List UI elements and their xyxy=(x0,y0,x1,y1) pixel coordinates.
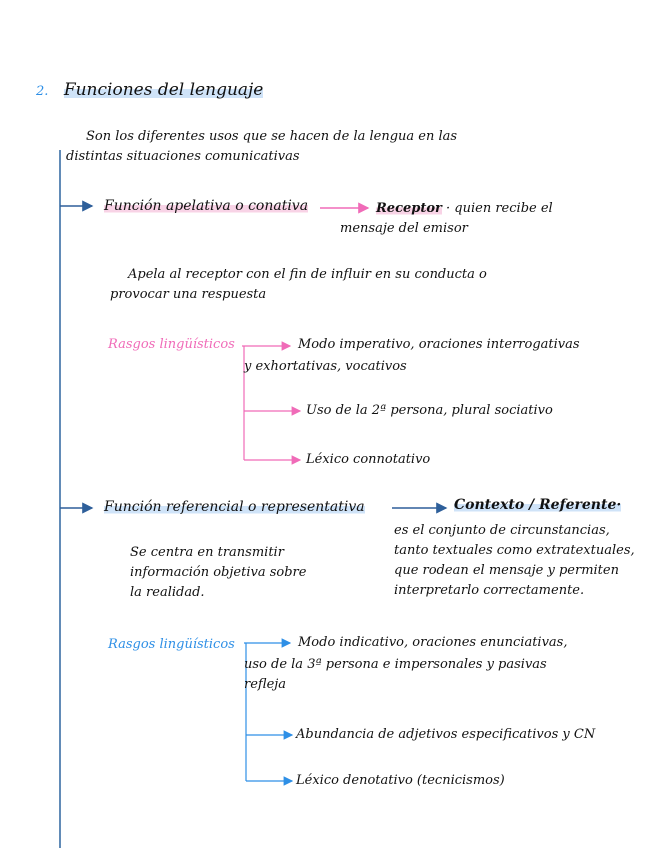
referencial-desc-1: Se centra en transmitir xyxy=(130,545,284,560)
contexto-desc-4: interpretarlo correctamente. xyxy=(394,583,585,598)
intro-line-2: distintas situaciones comunicativas xyxy=(66,149,300,164)
referencial-desc-2: información objetiva sobre xyxy=(130,565,307,580)
referencial-rasgo-1-line-3: refleja xyxy=(244,677,287,692)
referencial-rasgo-2: Abundancia de adjetivos especificativos y CN xyxy=(296,727,596,742)
apelativa-rasgo-1-line-2: y exhortativas, vocativos xyxy=(244,359,407,374)
referencial-rasgo-3: Léxico denotativo (tecnicismos) xyxy=(296,773,505,788)
referencial-desc-3: la realidad. xyxy=(130,585,205,600)
apelativa-heading-text: Función apelativa o conativa xyxy=(104,198,309,214)
section-number: 2. xyxy=(36,84,49,99)
intro-line-1: Son los diferentes usos que se hacen de la lengua en las xyxy=(86,129,458,144)
referencial-heading xyxy=(104,499,365,515)
receptor-label: Receptor xyxy=(376,201,442,216)
contexto-desc-2: tanto textuales como extratextuales, xyxy=(394,543,635,558)
contexto-desc-1: es el conjunto de circunstancias, xyxy=(394,523,610,538)
contexto-desc-3: que rodean el mensaje y permiten xyxy=(394,563,619,578)
contexto-label-text: Contexto / Referente· xyxy=(454,497,622,513)
referencial-heading-text: Función referencial o representativa xyxy=(104,499,365,515)
apelativa-heading xyxy=(104,198,308,214)
receptor-block xyxy=(376,200,553,218)
receptor-desc-1: · quien recibe el xyxy=(446,201,553,216)
apelativa-desc-2: provocar una respuesta xyxy=(110,287,267,302)
referencial-rasgo-1-line-2: uso de la 3ª persona e impersonales y pasivas xyxy=(244,657,547,672)
apelativa-desc-1: Apela al receptor con el fin de influir en su conducta o xyxy=(128,267,487,282)
section-title: Funciones del lenguaje xyxy=(63,80,264,100)
referencial-rasgos-label: Rasgos lingüísticos xyxy=(108,637,235,652)
apelativa-rasgo-1-line-1: Modo imperativo, oraciones interrogativas xyxy=(298,337,580,352)
apelativa-rasgos-label: Rasgos lingüísticos xyxy=(108,337,235,352)
section-heading xyxy=(36,80,263,100)
apelativa-rasgo-3: Léxico connotativo xyxy=(306,452,431,467)
contexto-label xyxy=(454,497,621,513)
apelativa-rasgo-2: Uso de la 2ª persona, plural sociativo xyxy=(306,403,553,418)
receptor-desc-2: mensaje del emisor xyxy=(340,221,468,236)
referencial-rasgo-1-line-1: Modo indicativo, oraciones enunciativas, xyxy=(298,635,568,650)
